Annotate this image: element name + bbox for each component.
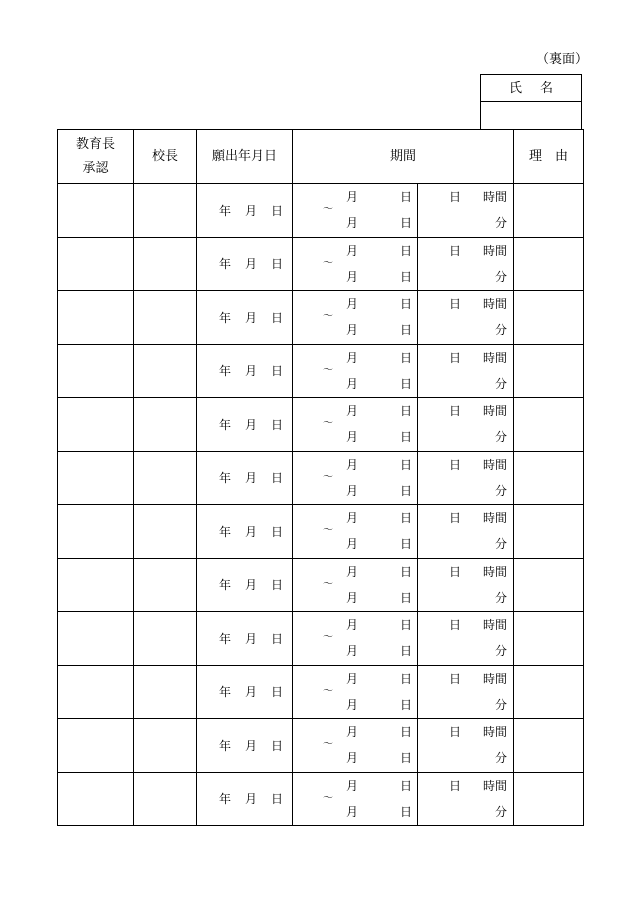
duration-day-label: 日 (449, 564, 462, 579)
end-day-label: 日 (400, 269, 413, 284)
start-month-label: 月 (346, 618, 359, 632)
hours-label: 時間 (482, 778, 507, 793)
start-month-label: 月 (346, 564, 359, 579)
header-request-date: 願出年月日 (197, 130, 293, 184)
hours-label: 時間 (482, 564, 507, 579)
approval-cell[interactable] (58, 505, 134, 559)
month-label: 月 (244, 631, 257, 646)
principal-cell[interactable] (134, 665, 197, 719)
end-month-label: 月 (346, 697, 359, 712)
table-row (58, 719, 584, 773)
approval-cell[interactable] (58, 184, 134, 238)
minutes-label: 分 (494, 430, 507, 444)
reason-cell[interactable] (514, 505, 584, 559)
name-label: 氏名 (481, 75, 581, 102)
start-day-label: 日 (400, 618, 413, 632)
end-day-label: 日 (400, 644, 413, 658)
hours-label: 時間 (482, 350, 507, 365)
duration-day-label: 日 (449, 457, 462, 472)
period-cell (293, 398, 514, 452)
range-tilde: 〜 (323, 204, 333, 215)
minutes-label: 分 (494, 804, 507, 819)
start-day-label: 日 (400, 778, 413, 793)
principal-cell[interactable] (134, 237, 197, 291)
month-label: 月 (244, 471, 257, 486)
approval-cell[interactable] (58, 451, 134, 505)
approval-cell[interactable] (58, 558, 134, 612)
period-cell (293, 451, 514, 505)
period-duration[interactable] (418, 719, 513, 772)
reason-cell[interactable] (514, 237, 584, 291)
duration-day-label: 日 (449, 671, 462, 686)
hours-label: 時間 (482, 297, 507, 311)
period-dates[interactable] (293, 345, 418, 398)
table-header-row (58, 130, 584, 184)
duration-day-label: 日 (449, 350, 462, 365)
period-duration[interactable] (418, 559, 513, 612)
reason-cell[interactable] (514, 291, 584, 345)
period-duration[interactable] (418, 666, 513, 719)
period-cell (293, 344, 514, 398)
range-tilde: 〜 (323, 685, 333, 697)
period-duration[interactable] (418, 612, 513, 665)
period-cell (293, 291, 514, 345)
end-month-label: 月 (346, 804, 359, 819)
principal-cell[interactable] (134, 398, 197, 452)
minutes-label: 分 (494, 483, 507, 498)
day-label: 日 (270, 417, 283, 432)
duration-day-label: 日 (449, 618, 462, 632)
year-label: 年 (218, 310, 231, 325)
period-cell (293, 184, 514, 238)
table-row (58, 505, 584, 559)
request-date-cell[interactable] (197, 398, 293, 452)
end-month-label: 月 (346, 323, 359, 337)
duration-day-label: 日 (449, 297, 462, 311)
table-row (58, 612, 584, 666)
reason-cell[interactable] (514, 719, 584, 773)
request-date-cell[interactable] (197, 344, 293, 398)
year-label: 年 (218, 578, 231, 593)
request-date-cell[interactable] (197, 772, 293, 826)
end-day-label: 日 (400, 430, 413, 444)
start-day-label: 日 (400, 297, 413, 311)
page-side-label: （裏面） (536, 52, 589, 67)
period-dates[interactable] (293, 666, 418, 719)
header-reason: 理 由 (514, 130, 584, 184)
end-month-label: 月 (346, 430, 359, 444)
minutes-label: 分 (494, 323, 507, 337)
hours-label: 時間 (482, 725, 507, 739)
duration-day-label: 日 (449, 190, 462, 204)
request-date-cell[interactable] (197, 505, 293, 559)
end-day-label: 日 (400, 483, 413, 498)
start-day-label: 日 (400, 457, 413, 472)
start-month-label: 月 (346, 297, 359, 311)
principal-cell[interactable] (134, 612, 197, 666)
year-label: 年 (218, 631, 231, 646)
reason-cell[interactable] (514, 398, 584, 452)
request-date-cell[interactable] (197, 719, 293, 773)
day-label: 日 (270, 257, 283, 272)
day-label: 日 (270, 203, 283, 218)
end-day-label: 日 (400, 376, 413, 391)
request-date-cell[interactable] (197, 612, 293, 666)
reason-cell[interactable] (514, 344, 584, 398)
start-month-label: 月 (346, 190, 359, 204)
table-row (58, 344, 584, 398)
start-day-label: 日 (400, 511, 413, 525)
principal-cell[interactable] (134, 451, 197, 505)
month-label: 月 (244, 417, 257, 432)
request-date-cell[interactable] (197, 184, 293, 238)
header-approval-line2: 承認 (82, 160, 109, 176)
month-label: 月 (244, 203, 257, 218)
request-date-cell[interactable] (197, 665, 293, 719)
range-tilde: 〜 (323, 257, 333, 269)
day-label: 日 (270, 578, 283, 593)
hours-label: 時間 (482, 671, 507, 686)
month-label: 月 (244, 310, 257, 325)
period-dates[interactable] (293, 238, 418, 291)
reason-cell[interactable] (514, 772, 584, 826)
period-duration[interactable] (418, 505, 513, 558)
table-row (58, 451, 584, 505)
end-month-label: 月 (346, 537, 359, 551)
period-dates[interactable] (293, 184, 418, 237)
request-date-cell[interactable] (197, 451, 293, 505)
hours-label: 時間 (482, 243, 507, 258)
end-month-label: 月 (346, 751, 359, 765)
duration-day-label: 日 (449, 511, 462, 525)
end-day-label: 日 (400, 323, 413, 337)
year-label: 年 (218, 524, 231, 539)
approval-cell[interactable] (58, 398, 134, 452)
header-approval-line1: 教育長 (75, 136, 115, 152)
month-label: 月 (244, 524, 257, 539)
reason-cell[interactable] (514, 558, 584, 612)
year-label: 年 (218, 738, 231, 753)
period-duration[interactable] (418, 238, 513, 291)
principal-cell[interactable] (134, 505, 197, 559)
hours-label: 時間 (482, 190, 507, 204)
approval-cell[interactable] (58, 344, 134, 398)
approval-cell[interactable] (58, 612, 134, 666)
start-month-label: 月 (346, 243, 359, 258)
table-row (58, 291, 584, 345)
minutes-label: 分 (494, 216, 507, 230)
year-label: 年 (218, 257, 231, 272)
reason-cell[interactable] (514, 451, 584, 505)
end-day-label: 日 (400, 537, 413, 551)
header-period: 期間 (293, 130, 514, 184)
minutes-label: 分 (494, 269, 507, 284)
year-label: 年 (218, 364, 231, 379)
start-day-label: 日 (400, 564, 413, 579)
day-label: 日 (270, 685, 283, 700)
month-label: 月 (244, 364, 257, 379)
start-day-label: 日 (400, 404, 413, 418)
header-principal: 校長 (134, 130, 197, 184)
start-day-label: 日 (400, 725, 413, 739)
principal-cell[interactable] (134, 291, 197, 345)
year-label: 年 (218, 417, 231, 432)
day-label: 日 (270, 310, 283, 325)
range-tilde: 〜 (323, 364, 333, 376)
end-month-label: 月 (346, 644, 359, 658)
start-day-label: 日 (400, 243, 413, 258)
approval-cell[interactable] (58, 291, 134, 345)
table-row (58, 665, 584, 719)
start-month-label: 月 (346, 778, 359, 793)
start-day-label: 日 (400, 190, 413, 204)
period-cell (293, 772, 514, 826)
day-label: 日 (270, 631, 283, 646)
end-day-label: 日 (400, 216, 413, 230)
start-month-label: 月 (346, 511, 359, 525)
table-row (58, 558, 584, 612)
day-label: 日 (270, 792, 283, 807)
approval-cell[interactable] (58, 665, 134, 719)
end-month-label: 月 (346, 269, 359, 284)
end-month-label: 月 (346, 483, 359, 498)
range-tilde: 〜 (323, 311, 333, 322)
start-month-label: 月 (346, 725, 359, 739)
minutes-label: 分 (494, 590, 507, 605)
day-label: 日 (270, 738, 283, 753)
start-month-label: 月 (346, 671, 359, 686)
day-label: 日 (270, 471, 283, 486)
end-day-label: 日 (400, 697, 413, 712)
hours-label: 時間 (482, 618, 507, 632)
request-date-cell[interactable] (197, 291, 293, 345)
period-dates[interactable] (293, 398, 418, 451)
name-field[interactable] (481, 102, 581, 130)
table-row (58, 398, 584, 452)
start-month-label: 月 (346, 404, 359, 418)
year-label: 年 (218, 685, 231, 700)
principal-cell[interactable] (134, 184, 197, 238)
period-duration[interactable] (418, 345, 513, 398)
start-month-label: 月 (346, 457, 359, 472)
period-duration[interactable] (418, 452, 513, 505)
principal-cell[interactable] (134, 558, 197, 612)
period-cell (293, 558, 514, 612)
duration-day-label: 日 (449, 778, 462, 793)
period-dates[interactable] (293, 452, 418, 505)
range-tilde: 〜 (323, 578, 333, 590)
period-cell (293, 505, 514, 559)
period-cell (293, 719, 514, 773)
principal-cell[interactable] (134, 772, 197, 826)
period-dates[interactable] (293, 773, 418, 826)
leave-request-table (57, 129, 584, 826)
period-duration[interactable] (418, 398, 513, 451)
year-label: 年 (218, 471, 231, 486)
period-dates[interactable] (293, 719, 418, 772)
end-day-label: 日 (400, 751, 413, 765)
day-label: 日 (270, 364, 283, 379)
request-date-cell[interactable] (197, 237, 293, 291)
period-dates[interactable] (293, 559, 418, 612)
period-dates[interactable] (293, 612, 418, 665)
range-tilde: 〜 (323, 632, 333, 643)
start-day-label: 日 (400, 350, 413, 365)
period-duration[interactable] (418, 291, 513, 344)
approval-cell[interactable] (58, 772, 134, 826)
end-month-label: 月 (346, 376, 359, 391)
hours-label: 時間 (482, 511, 507, 525)
period-cell (293, 612, 514, 666)
duration-day-label: 日 (449, 725, 462, 739)
duration-day-label: 日 (449, 404, 462, 418)
year-label: 年 (218, 203, 231, 218)
period-dates[interactable] (293, 291, 418, 344)
table-row (58, 237, 584, 291)
minutes-label: 分 (494, 376, 507, 391)
range-tilde: 〜 (323, 418, 333, 429)
month-label: 月 (244, 738, 257, 753)
minutes-label: 分 (494, 537, 507, 551)
minutes-label: 分 (494, 751, 507, 765)
month-label: 月 (244, 578, 257, 593)
reason-cell[interactable] (514, 184, 584, 238)
end-day-label: 日 (400, 804, 413, 819)
end-day-label: 日 (400, 590, 413, 605)
day-label: 日 (270, 524, 283, 539)
period-duration[interactable] (418, 773, 513, 826)
range-tilde: 〜 (323, 471, 333, 483)
period-cell (293, 665, 514, 719)
year-label: 年 (218, 792, 231, 807)
range-tilde: 〜 (323, 525, 333, 536)
duration-day-label: 日 (449, 243, 462, 258)
table-row (58, 772, 584, 826)
end-month-label: 月 (346, 590, 359, 605)
hours-label: 時間 (482, 404, 507, 418)
request-date-cell[interactable] (197, 558, 293, 612)
table-row (58, 184, 584, 238)
hours-label: 時間 (482, 457, 507, 472)
range-tilde: 〜 (323, 792, 333, 804)
principal-cell[interactable] (134, 719, 197, 773)
month-label: 月 (244, 257, 257, 272)
minutes-label: 分 (494, 644, 507, 658)
month-label: 月 (244, 792, 257, 807)
period-cell (293, 237, 514, 291)
period-duration[interactable] (418, 184, 513, 237)
range-tilde: 〜 (323, 739, 333, 750)
month-label: 月 (244, 685, 257, 700)
header-approval (58, 130, 134, 184)
approval-cell[interactable] (58, 237, 134, 291)
approval-cell[interactable] (58, 719, 134, 773)
reason-cell[interactable] (514, 665, 584, 719)
start-month-label: 月 (346, 350, 359, 365)
period-dates[interactable] (293, 505, 418, 558)
reason-cell[interactable] (514, 612, 584, 666)
start-day-label: 日 (400, 671, 413, 686)
minutes-label: 分 (494, 697, 507, 712)
name-box (480, 74, 582, 130)
end-month-label: 月 (346, 216, 359, 230)
principal-cell[interactable] (134, 344, 197, 398)
